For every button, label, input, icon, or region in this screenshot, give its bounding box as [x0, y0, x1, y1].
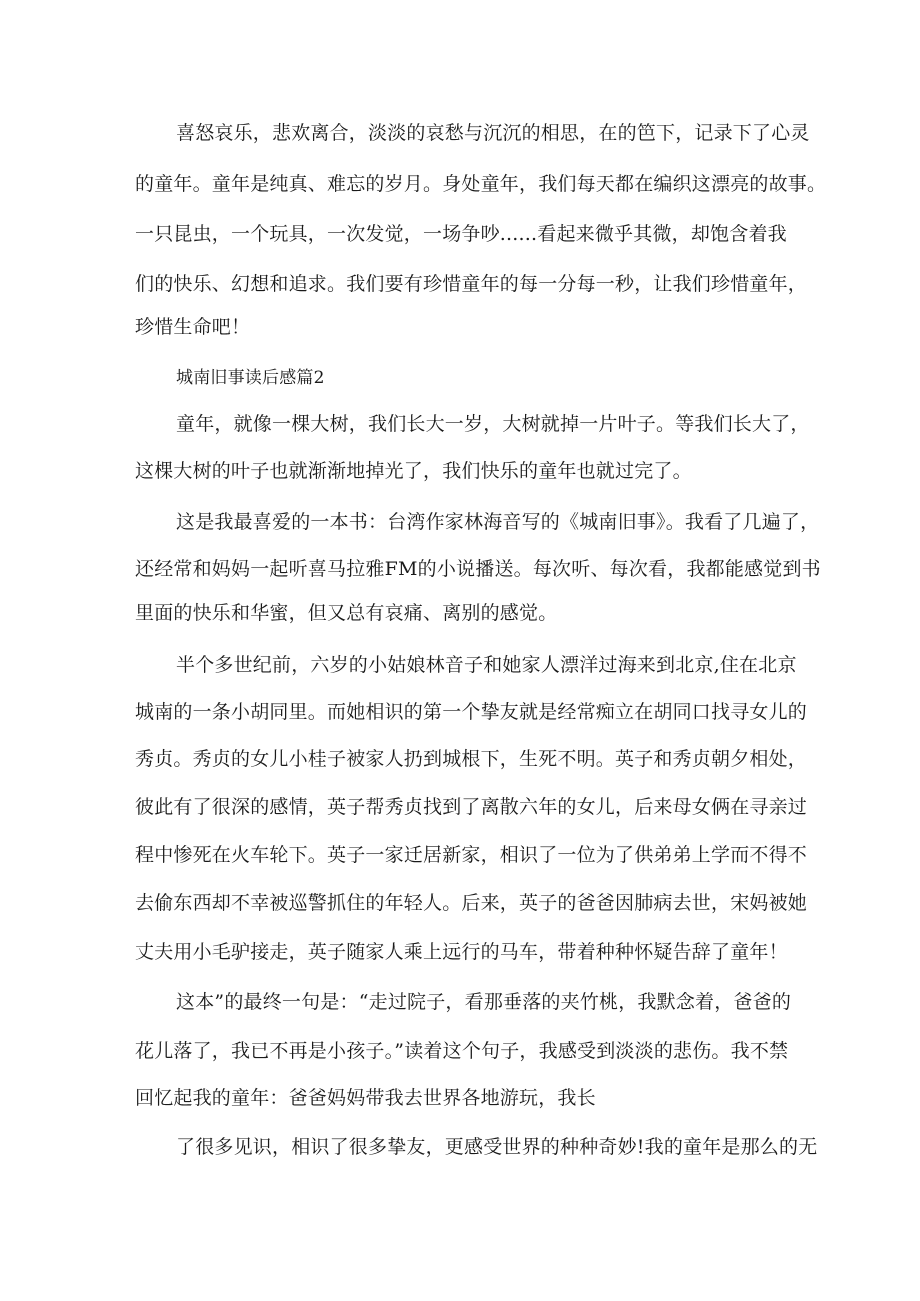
text-line: 这棵大树的叶子也就渐渐地掉光了，我们快乐的童年也就过完了。	[135, 460, 692, 482]
text-line: 童年，就像一棵大树，我们长大一岁，大树就掉一片叶子。等我们长大了，	[176, 413, 810, 435]
text-line: 半个多世纪前，六岁的小姑娘林音子和她家人漂洋过海来到北京,住在北京	[176, 654, 797, 676]
text-line: 这是我最喜爱的一本书：台湾作家林海音写的《城南旧事》。我看了几遍了，	[176, 511, 820, 533]
text-line: 回忆起我的童年：爸爸妈妈带我去世界各地游玩，我长	[135, 1087, 596, 1109]
section-heading: 城南旧事读后感篇2	[176, 368, 325, 388]
text-line: 还经常和妈妈一起听喜马拉雅FM的小说播送。每次听、每次看，我都能感觉到书	[135, 558, 821, 580]
text-line: 彼此有了很深的感情，英子帮秀贞找到了离散六年的女儿，后来母女俩在寻亲过	[135, 796, 808, 818]
text-line: 这本”的最终一句是：“走过院子，看那垂落的夹竹桃，我默念着，爸爸的	[176, 991, 792, 1013]
text-line: 的童年。童年是纯真、难忘的岁月。身处童年，我们每天都在编织这漂亮的故事。	[135, 173, 827, 195]
text-line: 程中惨死在火车轮下。英子一家迁居新家，相识了一位为了供弟弟上学而不得不	[135, 844, 808, 866]
text-line: 们的快乐、幻想和追求。我们要有珍惜童年的每一分每一秒，让我们珍惜童年，	[135, 273, 808, 295]
text-line: 珍惜生命吧！	[135, 316, 251, 338]
text-line: 喜怒哀乐，悲欢离合，淡淡的哀愁与沉沉的相思，在的笆下，记录下了心灵	[176, 122, 810, 144]
text-line: 城南的一条小胡同里。而她相识的第一个挚友就是经常痴立在胡同口找寻女儿的	[135, 701, 808, 723]
text-line: 去偷东西却不幸被巡警抓住的年轻人。后来，英子的爸爸因肺病去世，宋妈被她	[135, 892, 808, 914]
text-line: 一只昆虫，一个玩具，一次发觉，一场争吵......看起来微乎其微，却饱含着我	[135, 223, 787, 245]
text-line: 秀贞。秀贞的女儿小桂子被家人扔到城根下，生死不明。英子和秀贞朝夕相处，	[135, 748, 808, 770]
text-line: 丈夫用小毛驴接走，英子随家人乘上远行的马车，带着种种怀疑告辞了童年！	[135, 941, 788, 963]
text-line: 花儿落了，我已不再是小孩子。”读着这个句子，我感受到淡淡的悲伤。我不禁	[135, 1040, 789, 1062]
text-line: 了很多见识，相识了很多挚友，更感受世界的种种奇妙!我的童年是那么的无	[176, 1136, 818, 1158]
text-line: 里面的快乐和华蜜，但又总有哀痛、离别的感觉。	[135, 602, 558, 624]
